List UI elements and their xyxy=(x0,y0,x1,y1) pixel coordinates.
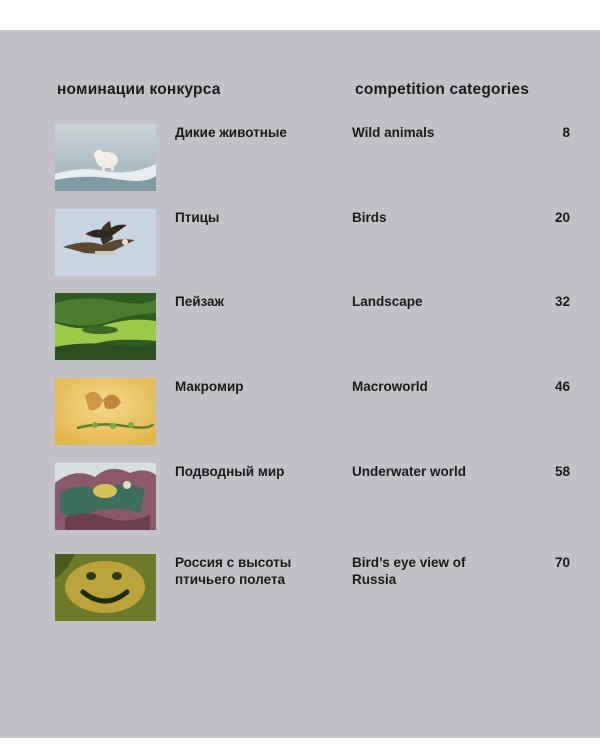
butterfly-image xyxy=(55,378,156,445)
category-row-birds[interactable] xyxy=(0,209,600,279)
category-row-birds-eye-russia[interactable] xyxy=(0,554,600,624)
category-name-en: Bird’s eye view of Russia xyxy=(352,555,466,587)
page-number: 46 xyxy=(554,379,570,394)
category-row-underwater[interactable] xyxy=(0,463,600,533)
category-name-ru: Макромир xyxy=(175,379,244,394)
category-row-wild-animals[interactable] xyxy=(0,124,600,194)
coral-image xyxy=(55,463,156,530)
category-name-en: Landscape xyxy=(352,294,423,309)
category-name-ru: Пейзаж xyxy=(175,294,225,309)
thumbnail-coral[interactable] xyxy=(55,463,156,530)
page-number: 20 xyxy=(554,210,570,225)
header-english: competition categories xyxy=(355,81,530,98)
category-name-ru: Подводный мир xyxy=(175,464,285,479)
page-number: 8 xyxy=(562,125,570,140)
category-name-en: Underwater world xyxy=(352,464,467,479)
category-name-en: Wild animals xyxy=(352,125,435,140)
page-number: 70 xyxy=(554,555,570,570)
thumbnail-valley[interactable] xyxy=(55,293,156,360)
category-name-ru: Россия с высоты птичьего полета xyxy=(175,555,292,587)
header-russian: номинации конкурса xyxy=(57,81,221,98)
category-name-en: Macroworld xyxy=(352,379,428,394)
category-name-en: Birds xyxy=(352,210,387,225)
eagles-image xyxy=(55,209,156,276)
thumbnail-butterfly[interactable] xyxy=(55,378,156,445)
page-number: 58 xyxy=(554,464,570,479)
smiley-lake-image xyxy=(55,554,156,621)
contents-page xyxy=(0,30,600,738)
category-row-landscape[interactable] xyxy=(0,293,600,363)
valley-image xyxy=(55,293,156,360)
category-row-macroworld[interactable] xyxy=(0,378,600,448)
page-number: 32 xyxy=(554,294,570,309)
polar-bear-image xyxy=(55,124,156,191)
thumbnail-eagles[interactable] xyxy=(55,209,156,276)
thumbnail-smiley-lake[interactable] xyxy=(55,554,156,621)
category-name-ru: Дикие животные xyxy=(175,125,287,140)
thumbnail-polar-bear[interactable] xyxy=(55,124,156,191)
category-name-ru: Птицы xyxy=(175,210,220,225)
